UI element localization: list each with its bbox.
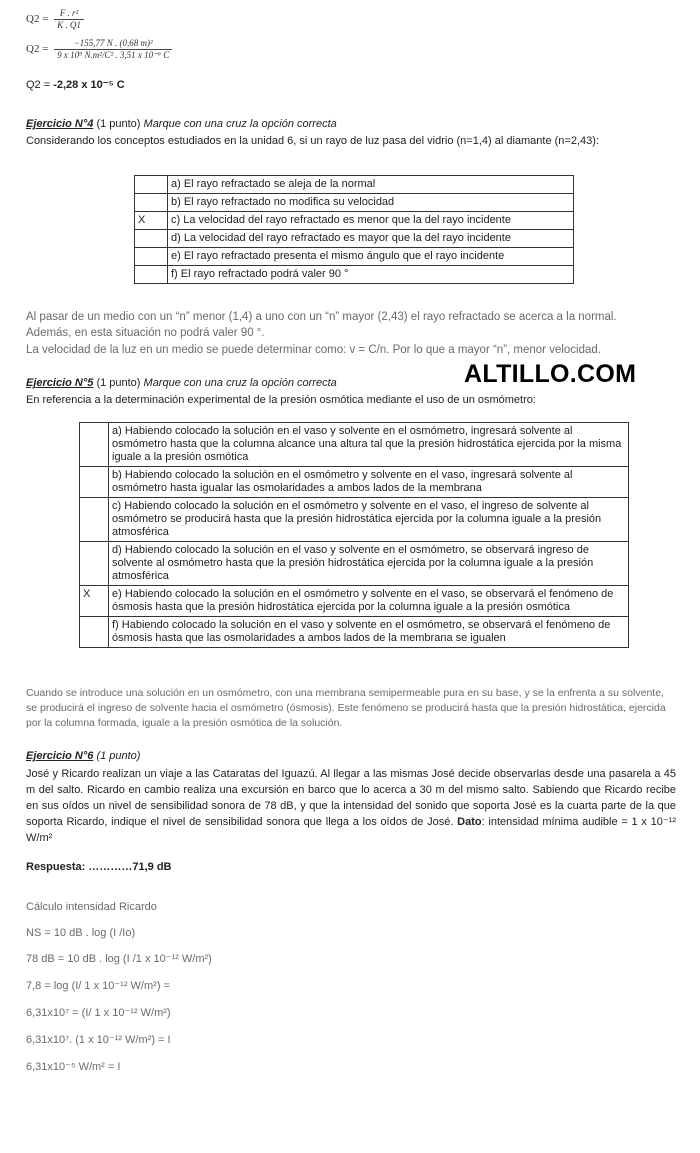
q2-result-label: Q2 =: [26, 79, 51, 91]
ej5-option-text: d) Habiendo colocado la solución en el vaso y solvente en el osmómetro, se observará ingreso de solvente al osmómetro hasta que la presión hidrostática ejercida por la columna iguale a la presión atmosférica: [109, 542, 629, 586]
ej6-answer-value: …………71,9 dB: [88, 861, 172, 873]
ej4-explanation-2: Además, en esta situación no podrá valer 90 °.: [26, 327, 265, 339]
ej4-checkbox-cell[interactable]: X: [135, 212, 168, 230]
calc-line-6: 6,31x10⁷. (1 x 10⁻¹² W/m²) = I: [26, 1034, 171, 1046]
formula-q2-general: [26, 8, 84, 31]
ej5-option-row: [80, 498, 629, 542]
ej4-prompt: Considerando los conceptos estudiados en la unidad 6, si un rayo de luz pasa del vidrio (n=1,4) al diamante (n=2,43):: [26, 135, 599, 147]
ej5-option-row: [80, 542, 629, 586]
altillo-watermark: ALTILLO.COM: [464, 360, 637, 388]
ej5-option-row: [80, 423, 629, 467]
ej5-explanation: Cuando se introduce una solución en un osmómetro, con una membrana semipermeable pura en su base, y se la enfrenta a su solvente, se producirá el ingreso de solvente hacia el osmómetro (ósmosis). Este fenómeno se producirá hasta que la presión hidrostática, ejercida por la columna formada, iguale a la presión osmótica de la solución.: [26, 687, 666, 729]
ej4-checkbox-cell[interactable]: [135, 248, 168, 266]
fraction-denominator: 9 x 10⁹ N.m²/C² . 3,51 x 10⁻⁶ C: [57, 50, 170, 60]
q2-label: Q2 =: [26, 13, 49, 26]
fraction: [54, 38, 172, 61]
ej6-points: (1 punto): [96, 750, 141, 762]
calc-line-1: Cálculo intensidad Ricardo: [26, 901, 157, 913]
fraction: [54, 8, 84, 31]
ej5-option-text: f) Habiendo colocado la solución en el vaso y solvente en el osmómetro, se observará el fenómeno de ósmosis hasta que las osmolaridades a ambos lados de la membrana se igualen: [109, 617, 629, 648]
ej4-explanation-3: La velocidad de la luz en un medio se puede determinar como: v = C/n. Por lo que a mayor “n”, menor velocidad.: [26, 344, 601, 356]
ej5-title: Ejercicio N°5: [26, 377, 94, 389]
ej4-checkbox-cell[interactable]: [135, 194, 168, 212]
ej4-checkbox-cell[interactable]: [135, 230, 168, 248]
ej4-option-row: [135, 230, 574, 248]
formula-q2-result: [26, 78, 125, 92]
calc-line-7: 6,31x10⁻⁵ W/m² = I: [26, 1061, 121, 1073]
q2-result-value: -2,28 x 10⁻⁵ C: [53, 79, 125, 91]
calc-line-5: 6,31x10⁷ = (I/ 1 x 10⁻¹² W/m²): [26, 1007, 171, 1019]
ej5-option-row: [80, 586, 629, 617]
ej5-checkbox-cell[interactable]: [80, 498, 109, 542]
ej4-checkbox-cell[interactable]: [135, 176, 168, 194]
ej6-body: [26, 766, 676, 846]
calc-line-2: NS = 10 dB . log (I /Io): [26, 927, 136, 939]
ej5-option-text: a) Habiendo colocado la solución en el vaso y solvente en el osmómetro, ingresará solvente al osmómetro hasta que la columna alcance una altura tal que la presión hidrostática ejercida por la misma iguale a la presión osmótica: [109, 423, 629, 467]
ej4-option-text: c) La velocidad del rayo refractado es menor que la del rayo incidente: [168, 212, 574, 230]
ej4-points: (1 punto): [96, 118, 141, 130]
ej4-option-text: b) El rayo refractado no modifica su velocidad: [168, 194, 574, 212]
ej5-heading: [26, 376, 337, 390]
ej6-heading: [26, 749, 140, 763]
ej5-option-text: b) Habiendo colocado la solución en el osmómetro y solvente en el vaso, ingresará solvente al osmómetro hasta igualar las osmolaridades a ambos lados de la membrana: [109, 467, 629, 498]
calc-line-4: 7,8 = log (I/ 1 x 10⁻¹² W/m²) =: [26, 980, 170, 992]
ej5-options-table: [79, 422, 629, 648]
ej4-option-row: [135, 212, 574, 230]
ej4-option-row: [135, 248, 574, 266]
ej5-checkbox-cell[interactable]: X: [80, 586, 109, 617]
ej6-title: Ejercicio N°6: [26, 750, 94, 762]
ej4-option-text: e) El rayo refractado presenta el mismo ángulo que el rayo incidente: [168, 248, 574, 266]
ej5-instruction: Marque con una cruz la opción correcta: [143, 377, 337, 389]
ej4-options-table: [134, 175, 574, 284]
fraction-numerator: F . r²: [54, 8, 84, 20]
ej5-checkbox-cell[interactable]: [80, 617, 109, 648]
ej4-option-text: a) El rayo refractado se aleja de la normal: [168, 176, 574, 194]
calc-line-3: 78 dB = 10 dB . log (I /1 x 10⁻¹² W/m²): [26, 953, 212, 965]
ej5-option-text: c) Habiendo colocado la solución en el osmómetro y solvente en el vaso, el ingreso de solvente al osmómetro se producirá hasta que la presión hidrostática ejercida por la columna iguale a la presión atmosférica: [109, 498, 629, 542]
ej4-option-row: [135, 194, 574, 212]
ej6-body-text: José y Ricardo realizan un viaje a las Cataratas del Iguazú. Al llegar a las mismas José decide observarlas desde una pasarela a 45 m del salto. Ricardo en cambio realiza una excursión en barco que lo acerca a 30 m del mismo salto. Sabiendo que Ricardo recibe en sus oídos un nivel de sensibilidad sonora de 78 dB, y que la intensidad del sonido que soporta José es la cuarta parte de la que soporta Ricardo, indique el nivel de sensibilidad sonora que llega a los oídos de José.: [26, 768, 676, 828]
ej4-option-text: f) El rayo refractado podrá valer 90 °: [168, 266, 574, 284]
ej5-points: (1 punto): [96, 377, 141, 389]
ej6-answer-label: Respuesta:: [26, 861, 86, 873]
ej6-dato-label: Dato: [457, 816, 482, 828]
ej5-prompt: En referencia a la determinación experimental de la presión osmótica mediante el uso de un osmómetro:: [26, 394, 536, 406]
ej6-answer: [26, 860, 172, 874]
ej6-dato-text: : intensidad mínima audible = 1 x 10⁻¹² W/m²: [26, 816, 677, 844]
ej5-option-row: [80, 617, 629, 648]
ej4-checkbox-cell[interactable]: [135, 266, 168, 284]
fraction-denominator: K . Q1: [57, 20, 81, 30]
ej5-option-text: e) Habiendo colocado la solución en el osmómetro y solvente en el vaso, se observará el fenómeno de ósmosis hasta que la presión hidrostática ejercida por la columna iguale a la presión osmótica: [109, 586, 629, 617]
ej5-checkbox-cell[interactable]: [80, 467, 109, 498]
ej4-option-row: [135, 266, 574, 284]
ej5-option-row: [80, 467, 629, 498]
ej4-instruction: Marque con una cruz la opción correcta: [143, 118, 337, 130]
formula-q2-substituted: [26, 38, 172, 61]
q2-label: Q2 =: [26, 43, 49, 56]
fraction-numerator: −155,77 N . (0,68 m)²: [54, 38, 172, 50]
ej4-title: Ejercicio N°4: [26, 118, 94, 130]
ej4-heading: [26, 117, 337, 131]
ej5-checkbox-cell[interactable]: [80, 542, 109, 586]
ej4-explanation-1: Al pasar de un medio con un “n” menor (1,4) a uno con un “n” mayor (2,43) el rayo refractado se acerca a la normal.: [26, 311, 617, 323]
ej5-checkbox-cell[interactable]: [80, 423, 109, 467]
ej4-option-row: [135, 176, 574, 194]
ej4-option-text: d) La velocidad del rayo refractado es mayor que la del rayo incidente: [168, 230, 574, 248]
